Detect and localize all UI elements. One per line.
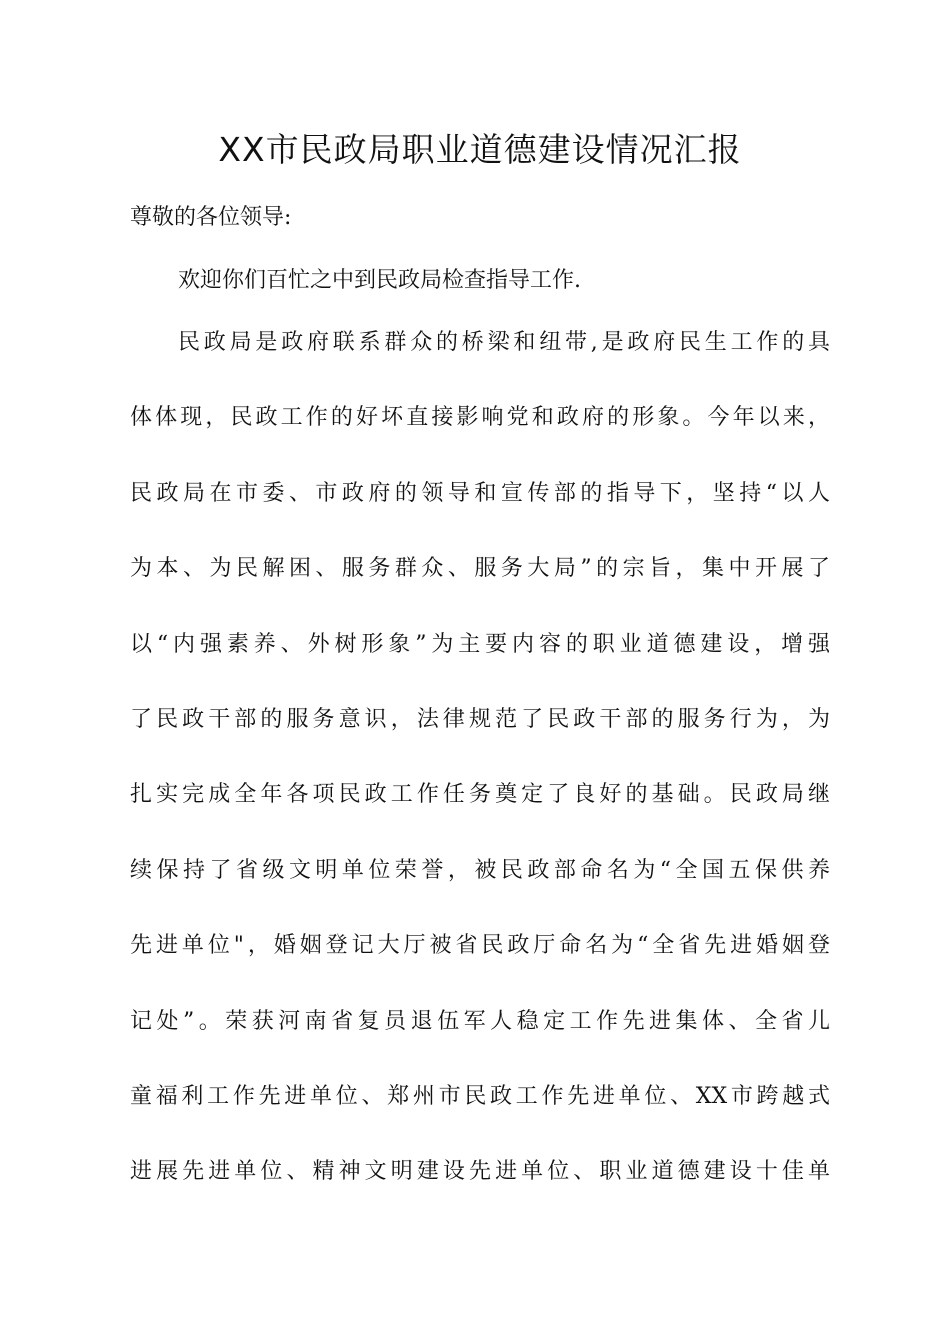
paragraph-line: 民政局在市委、市政府的领导和宣传部的指导下，坚持“以人	[130, 480, 830, 506]
paragraph-line: 进展先进单位、精神文明建设先进单位、职业道德建设十佳单	[130, 1159, 830, 1185]
paragraph-line: 了民政干部的服务意识，法律规范了民政干部的服务行为，为	[130, 706, 830, 732]
paragraph-line: 先进单位"，婚姻登记大厅被省民政厅命名为“全省先进婚姻登	[130, 933, 830, 959]
paragraph-line: 以“内强素养、外树形象”为主要内容的职业道德建设，增强	[130, 631, 830, 657]
paragraph-line: 体体现，民政工作的好坏直接影响党和政府的形象。今年以来，	[130, 405, 830, 431]
salutation: 尊敬的各位领导:	[130, 205, 292, 230]
paragraph-line: 民政局是政府联系群众的桥梁和纽带,是政府民生工作的具	[178, 330, 830, 355]
paragraph-line: 童福利工作先进单位、郑州市民政工作先进单位、XX市跨越式	[130, 1083, 830, 1109]
paragraph-main	[130, 319, 830, 1224]
document-title: XX市民政局职业道德建设情况汇报	[218, 130, 742, 169]
paragraph-line: 记处”。荣获河南省复员退伍军人稳定工作先进集体、全省儿	[130, 1008, 830, 1034]
paragraph-line: 续保持了省级文明单位荣誉，被民政部命名为“全国五保供养	[130, 857, 830, 883]
paragraph-welcome: 欢迎你们百忙之中到民政局检查指导工作.	[178, 268, 581, 293]
paragraph-line: 为本、为民解困、服务群众、服务大局”的宗旨，集中开展了	[130, 556, 830, 582]
paragraph-line: 扎实完成全年各项民政工作任务奠定了良好的基础。民政局继	[130, 782, 830, 808]
